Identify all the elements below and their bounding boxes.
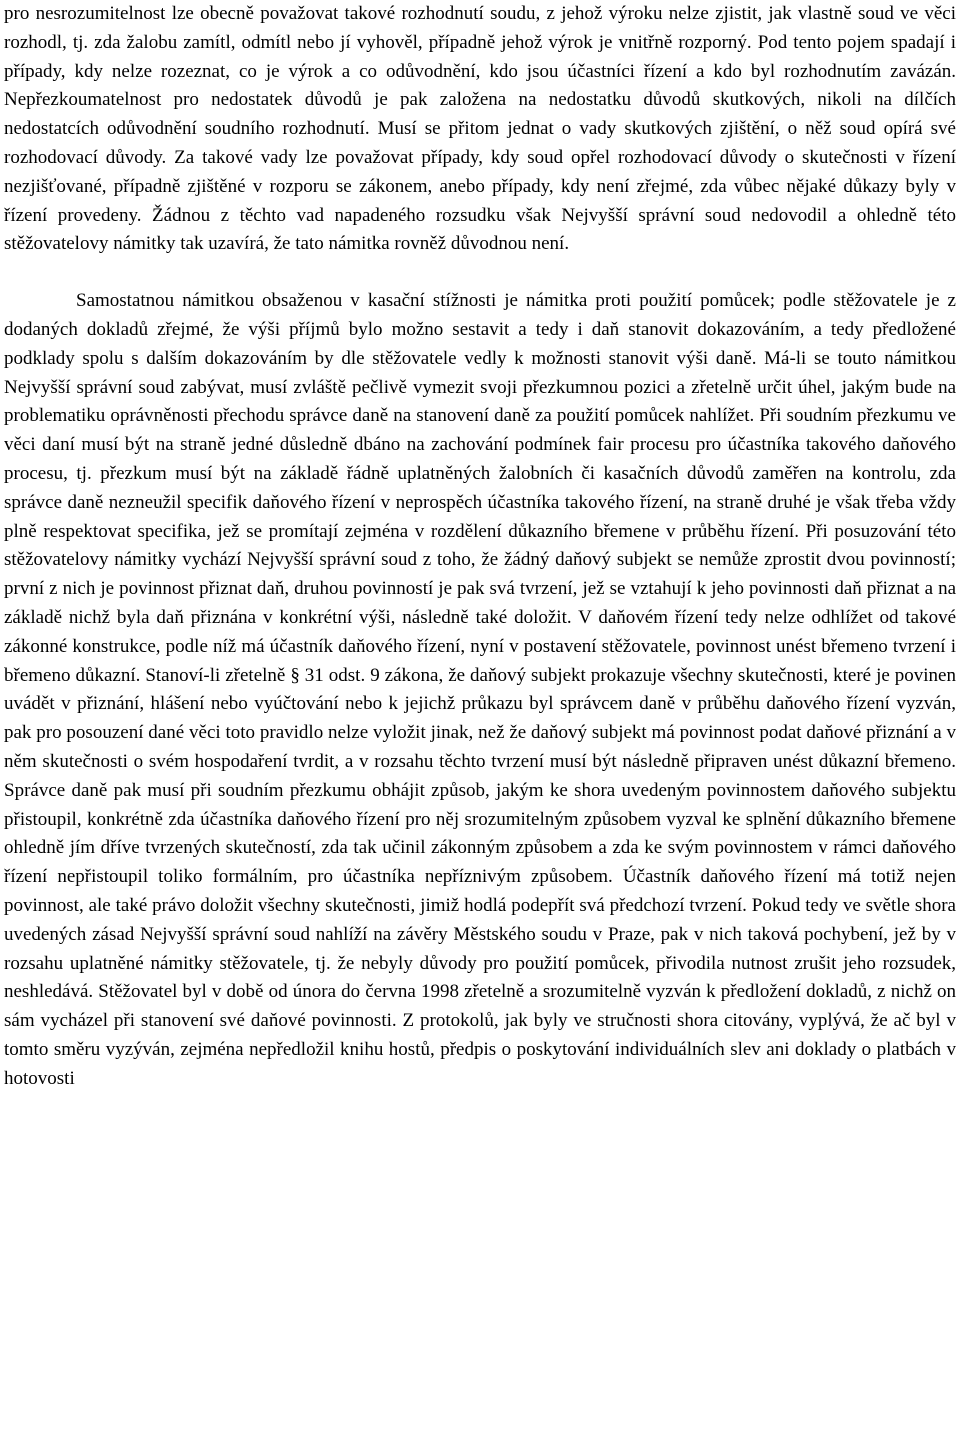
paragraph-pomucky: Samostatnou námitkou obsaženou v kasační stížnosti je námitka proti použití pomůcek; podle stěžovatele je z dodaných dokladů zřejmé, že výši příjmů bylo možno sestavit a tedy i daň stanovit dokazováním, a tedy předložené podklady spolu s dalším dokazováním by dle stěžovatele vedly k možnosti stanovit výši daně. Má-li se touto námitkou Nejvyšší správní soud zabývat, musí zvláště pečlivě vymezit svoji přezkumnou pozici a zřetelně určit úhel, jakým bude na problematiku oprávněnosti přechodu správce daně na stanovení daně za použití pomůcek nahlížet. Při soudním přezkumu ve věci daní musí být na straně jedné důsledně dbáno na zachování podmínek fair procesu pro účastníka takového daňového procesu, tj. přezkum musí být na základě řádně uplatněných žalobních či kasačních důvodů zaměřen na kontrolu, zda správce daně nezneužil specifik daňového řízení v neprospěch účastníka takového řízení, na straně druhé je však třeba vždy plně respektovat specifika, jež se promítají zejména v rozdělení důkazního břemene v průběhu řízení. Při posuzování této stěžovatelovy námitky vychází Nejvyšší správní soud z toho, že žádný daňový subjekt se nemůže zprostit dvou povinností; první z nich je povinnost přiznat daň, druhou povinností je pak svá tvrzení, jež se vztahují k jeho povinnosti daň přiznat a na základě nichž byla daň přiznána v konkrétní výši, následně také doložit. V daňovém řízení tedy nelze odhlížet od takové zákonné konstrukce, podle níž má účastník daňového řízení, nyní v postavení stěžovatele, povinnost unést břemeno tvrzení i břemeno důkazní. Stanoví-li zřetelně § 31 odst. 9 zákona, že daňový subjekt prokazuje všechny skutečnosti, které je povinen uvádět v přiznání, hlášení nebo vyúčtování nebo k jejichž průkazu byl správcem daně v průběhu daňového řízení vyzván, pak pro posouzení dané věci toto pravidlo nelze vyložit jinak, než že daňový subjekt má povinnost podat daňové přiznání a v něm skutečnosti o svém hospodaření tvrdit, a v rozsahu těchto tvrzení musí být následně připraven unést důkazní břemeno. Správce daně pak musí při soudním přezkumu obhájit způsob, jakým ke shora uvedeným povinnostem daňového subjektu přistoupil, konkrétně zda účastníka daňového řízení pro něj srozumitelným způsobem vyzval ke splnění důkazního břemene ohledně jím dříve tvrzených skutečností, zda tak učinil zákonným způsobem a zda ke svým povinnostem v rámci daňového řízení nepřistoupil toliko formálním, pro účastníka nepříznivým způsobem. Účastník daňového řízení má totiž nejen povinnost, ale také právo doložit všechny skutečnosti, jimiž hodlá podepřít svá předchozí tvrzení. Pokud tedy ve světle shora uvedených zásad Nejvyšší správní soud nahlíží na závěry Městského soudu v Praze, pak v nich taková pochybení, jež by v rozsahu uplatněné námitky stěžovatele, tj. že nebyly důvody pro použití pomůcek, přivodila nutnost zrušit jeho rozsudek, neshledává. Stěžovatel byl v době od února do června 1998 zřetelně a srozumitelně vyzván k předložení dokladů, z nichž on sám vycházel při stanovení své daňové povinnosti. Z protokolů, jak byly ve stručnosti shora citovány, vyplývá, že ač byl v tomto směru vyzýván, zejména nepředložil knihu hostů, předpis o poskytování individuálních slev ani doklady o platbách v hotovosti	[4, 290, 956, 1089]
paragraph-nepřezkoumatelnost: pro nesrozumitelnost lze obecně považovat takové rozhodnutí soudu, z jehož výroku nelze zjistit, jak vlastně soud ve věci rozhodl, tj. zda žalobu zamítl, odmítl nebo jí vyhověl, případně jehož výrok je vnitřně rozporný. Pod tento pojem spadají i případy, kdy nelze rozeznat, co je výrok a co odůvodnění, kdo jsou účastníci řízení a kdo byl rozhodnutím zavázán. Nepřezkoumatelnost pro nedostatek důvodů je pak založena na nedostatku důvodů skutkových, nikoli na dílčích nedostatcích odůvodnění soudního rozhodnutí. Musí se přitom jednat o vady skutkových zjištění, o něž soud opírá své rozhodovací důvody. Za takové vady lze považovat případy, kdy soud opřel rozhodovací důvody o skutečnosti v řízení nezjišťované, případně zjištěné v rozporu se zákonem, anebo případy, kdy není zřejmé, zda vůbec nějaké důkazy byly v řízení provedeny. Žádnou z těchto vad napadeného rozsudku však Nejvyšší správní soud nedovodil a ohledně této stěžovatelovy námitky tak uzavírá, že tato námitka rovněž důvodnou není.	[4, 3, 956, 255]
